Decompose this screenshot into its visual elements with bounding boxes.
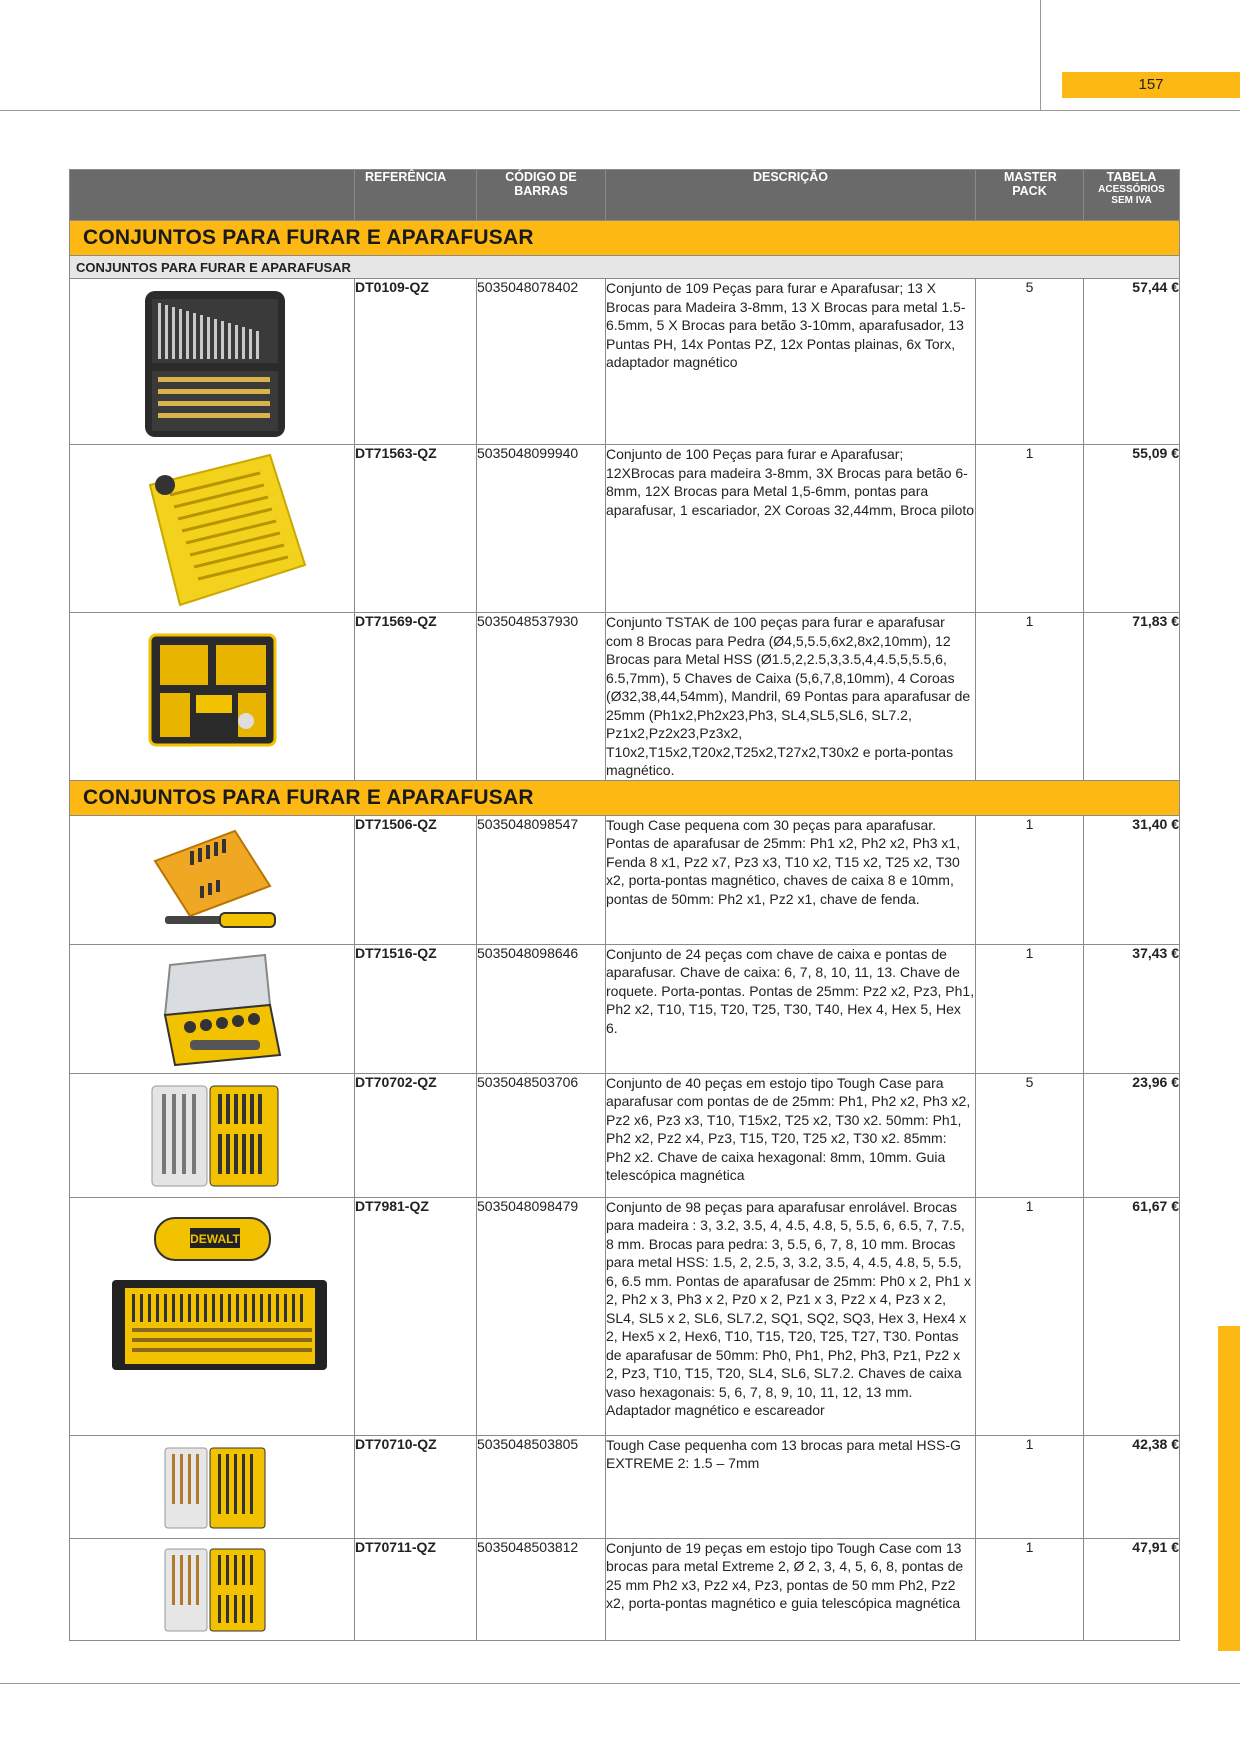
barcode-cell: 5035048078402	[477, 279, 606, 445]
pack-cell: 1	[976, 815, 1084, 944]
section-title: CONJUNTOS PARA FURAR E APARAFUSAR	[70, 780, 1180, 815]
header-tabela-line1: TABELA	[1106, 170, 1157, 184]
desc-cell: Conjunto de 40 peças em estojo tipo Tough Case para aparafusar com pontas de de 25mm: Ph1, Ph2 x2, Ph3 x2, Pz2 x6, Pz3 x3, T10, T15x2, T25 x2, T30 x2. 50mm: Ph1, Ph2 x2, Pz2 x4, Pz3, T15, T20, T25 x2, T30 x2. 85mm: Ph2 x2. Chave de caixa hexagonal: 8mm, 10mm. Guia telescópica magnética	[606, 1073, 976, 1197]
ref-cell: DT7981-QZ	[355, 1197, 477, 1435]
ref-cell: DT0109-QZ	[355, 279, 477, 445]
desc-cell: Conjunto de 24 peças com chave de caixa e pontas de aparafusar. Chave de caixa: 6, 7, 8, 10, 11, 13. Chave de roquete. Porta-pontas. Pontas de 25mm: Pz2 x2, Pz3, Ph1, Ph2 x2, T10, T15, T20, T25, T30, T40, Hex 4, Hex 5, Hex 6.	[606, 944, 976, 1073]
pack-cell: 5	[976, 279, 1084, 445]
desc-cell: Conjunto de 109 Peças para furar e Aparafusar; 13 X Brocas para Madeira 3-8mm, 13 X Brocas para metal 1.5-6.5mm, 5 X Brocas para betão 3-10mm, aparafusador, 13 Puntas PH, 14x Pontas PZ, 12x Pontas plainas, 6x Torx, adaptador magnético	[606, 279, 976, 445]
pack-cell: 1	[976, 944, 1084, 1073]
product-image	[70, 1539, 355, 1641]
price-cell: 31,40 €	[1084, 815, 1180, 944]
table-row	[70, 1073, 1180, 1197]
price-cell: 23,96 €	[1084, 1073, 1180, 1197]
desc-cell: Conjunto de 19 peças em estojo tipo Tough Case com 13 brocas para metal Extreme 2, Ø 2, 3, 4, 5, 6, 8, pontas de 25 mm Ph2 x3, Pz2 x4, Pz3, pontas de 50 mm Ph2, Pz2 x2, porta-pontas magnético e guia telescópica magnética	[606, 1538, 976, 1640]
price-cell: 61,67 €	[1084, 1197, 1180, 1435]
product-image-cell	[70, 445, 355, 613]
table-row	[70, 613, 1180, 781]
table-row	[70, 1538, 1180, 1640]
product-image-cell	[70, 815, 355, 944]
subsection-title: CONJUNTOS PARA FURAR E APARAFUSAR	[70, 256, 1180, 279]
ref-cell: DT71563-QZ	[355, 445, 477, 613]
product-image	[70, 816, 355, 945]
barcode-cell: 5035048099940	[477, 445, 606, 613]
desc-cell: Tough Case pequenha com 13 brocas para metal HSS-G EXTREME 2: 1.5 – 7mm	[606, 1435, 976, 1538]
section-header-row	[70, 221, 1180, 256]
pack-cell: 1	[976, 445, 1084, 613]
barcode-cell: 5035048503805	[477, 1435, 606, 1538]
ref-cell: DT71569-QZ	[355, 613, 477, 781]
table-row	[70, 815, 1180, 944]
product-image-cell	[70, 613, 355, 781]
header-pack: MASTER PACK	[976, 170, 1084, 221]
price-cell: 71,83 €	[1084, 613, 1180, 781]
product-image	[70, 1198, 355, 1436]
product-image	[70, 445, 355, 613]
side-tab-marker	[1218, 1326, 1240, 1651]
product-image	[70, 1074, 355, 1198]
barcode-cell: 5035048503706	[477, 1073, 606, 1197]
price-cell: 55,09 €	[1084, 445, 1180, 613]
bottom-horizontal-rule	[0, 1683, 1240, 1684]
product-image-cell	[70, 1197, 355, 1435]
table-row	[70, 1435, 1180, 1538]
product-image-cell	[70, 1073, 355, 1197]
pack-cell: 1	[976, 1435, 1084, 1538]
price-cell: 57,44 €	[1084, 279, 1180, 445]
barcode-cell: 5035048098547	[477, 815, 606, 944]
desc-cell: Tough Case pequena com 30 peças para aparafusar. Pontas de aparafusar de 25mm: Ph1 x2, Ph2 x2, Ph3 x1, Fenda 8 x1, Pz2 x7, Pz3 x3, T10 x2, T15 x2, T25 x2, T30 x2, porta-pontas magnético, chaves de caixa 8 e 10mm, pontas de 50mm: Ph2 x1, Pz2 x1, chave de fenda.	[606, 815, 976, 944]
ref-cell: DT70711-QZ	[355, 1538, 477, 1640]
product-table	[69, 169, 1180, 1641]
product-image	[70, 279, 355, 445]
product-image-cell	[70, 944, 355, 1073]
pack-cell: 5	[976, 1073, 1084, 1197]
table-row	[70, 1197, 1180, 1435]
product-image-cell	[70, 279, 355, 445]
desc-cell: Conjunto de 98 peças para aparafusar enrolável. Brocas para madeira : 3, 3.2, 3.5, 4, 4.5, 4.8, 5, 5.5, 6, 6.5, 7, 7.5, 8 mm. Brocas para pedra: 3, 5.5, 6, 7, 8, 10 mm. Brocas para metal HSS: 1.5, 2, 2.5, 3, 3.2, 3.5, 4, 4.5, 4.8, 5, 5.5, 6, 6.5 mm. Pontas de aparafusar de 25mm: Ph0 x 2, Ph1 x 2, Ph2 x 3, Ph3 x 2, Pz0 x 2, Pz1 x 3, Pz2 x 4, Pz3 x 2, SL4, SL5 x 2, SL6, SL7.2, SQ1, SQ2, SQ3, Hex 3, Hex4 x 2, Hex5 x 2, Hex6, T10, T15, T20, T25, T27, T30. Pontas de aparafusar de 50mm: Ph0, Ph1, Ph2, Ph3, Pz1, Pz2 x 2, Pz3, T10, T15, T20, SL4, SL6, SL7.2. Chaves de caixa vaso hexagonais: 5, 6, 7, 8, 9, 10, 11, 12, 13 mm. Adaptador magnético e escareador	[606, 1197, 976, 1435]
barcode-cell: 5035048098479	[477, 1197, 606, 1435]
header-barcode: CÓDIGO DE BARRAS	[477, 170, 606, 221]
table-row	[70, 279, 1180, 445]
header-tabela	[1084, 170, 1180, 221]
table-row	[70, 445, 1180, 613]
product-image-cell	[70, 1435, 355, 1538]
ref-cell: DT70710-QZ	[355, 1435, 477, 1538]
subsection-row	[70, 256, 1180, 279]
pack-cell: 1	[976, 613, 1084, 781]
product-image	[70, 945, 355, 1074]
header-tabela-line3: SEM IVA	[1111, 195, 1152, 206]
top-vertical-rule	[1040, 0, 1041, 110]
ref-cell: DT71516-QZ	[355, 944, 477, 1073]
dewalt-logo: DEWALT	[190, 1231, 240, 1246]
desc-cell: Conjunto TSTAK de 100 peças para furar e aparafusar com 8 Brocas para Pedra (Ø4,5,5.5,6x2,8x2,10mm), 12 Brocas para Metal HSS (Ø1.5,2,2.5,3,3.5,4,4.5,5,5.5,6, 6.5,7mm), 5 Chaves de Caixa (5,6,7,8,10mm), 4 Coroas (Ø32,38,44,54mm), Mandril, 69 Pontas para aparafusar de 25mm (Ph1x2,Ph2x23,Ph3, SL4,SL5,SL6, SL7.2, Pz1x2,Pz2x23,Pz3x2, T10x2,T15x2,T20x2,T25x2,T27x2,T30x2 e porta-pontas magnético.	[606, 613, 976, 781]
header-desc: DESCRIÇÃO	[606, 170, 976, 221]
product-image-cell	[70, 1538, 355, 1640]
table-row	[70, 944, 1180, 1073]
price-cell: 37,43 €	[1084, 944, 1180, 1073]
desc-cell: Conjunto de 100 Peças para furar e Aparafusar; 12XBrocas para madeira 3-8mm, 3X Brocas para betão 6-8mm, 12X Brocas para Metal 1,5-6mm, pontas para aparafusar, 1 escariador, 2X Coroas 32,44mm, Broca piloto	[606, 445, 976, 613]
header-tabela-line2: ACESSÓRIOS	[1098, 184, 1165, 195]
pack-cell: 1	[976, 1197, 1084, 1435]
header-ref: REFERÊNCIA	[355, 170, 477, 221]
header-image-cell	[70, 170, 355, 221]
top-horizontal-rule	[0, 110, 1240, 111]
product-image	[70, 613, 355, 769]
barcode-cell: 5035048537930	[477, 613, 606, 781]
page-number: 157	[1062, 72, 1240, 98]
price-cell: 47,91 €	[1084, 1538, 1180, 1640]
section-header-row	[70, 780, 1180, 815]
price-cell: 42,38 €	[1084, 1435, 1180, 1538]
ref-cell: DT71506-QZ	[355, 815, 477, 944]
ref-cell: DT70702-QZ	[355, 1073, 477, 1197]
table-header-row	[70, 170, 1180, 221]
barcode-cell: 5035048503812	[477, 1538, 606, 1640]
pack-cell: 1	[976, 1538, 1084, 1640]
section-title: CONJUNTOS PARA FURAR E APARAFUSAR	[70, 221, 1180, 256]
product-image	[70, 1436, 355, 1539]
barcode-cell: 5035048098646	[477, 944, 606, 1073]
